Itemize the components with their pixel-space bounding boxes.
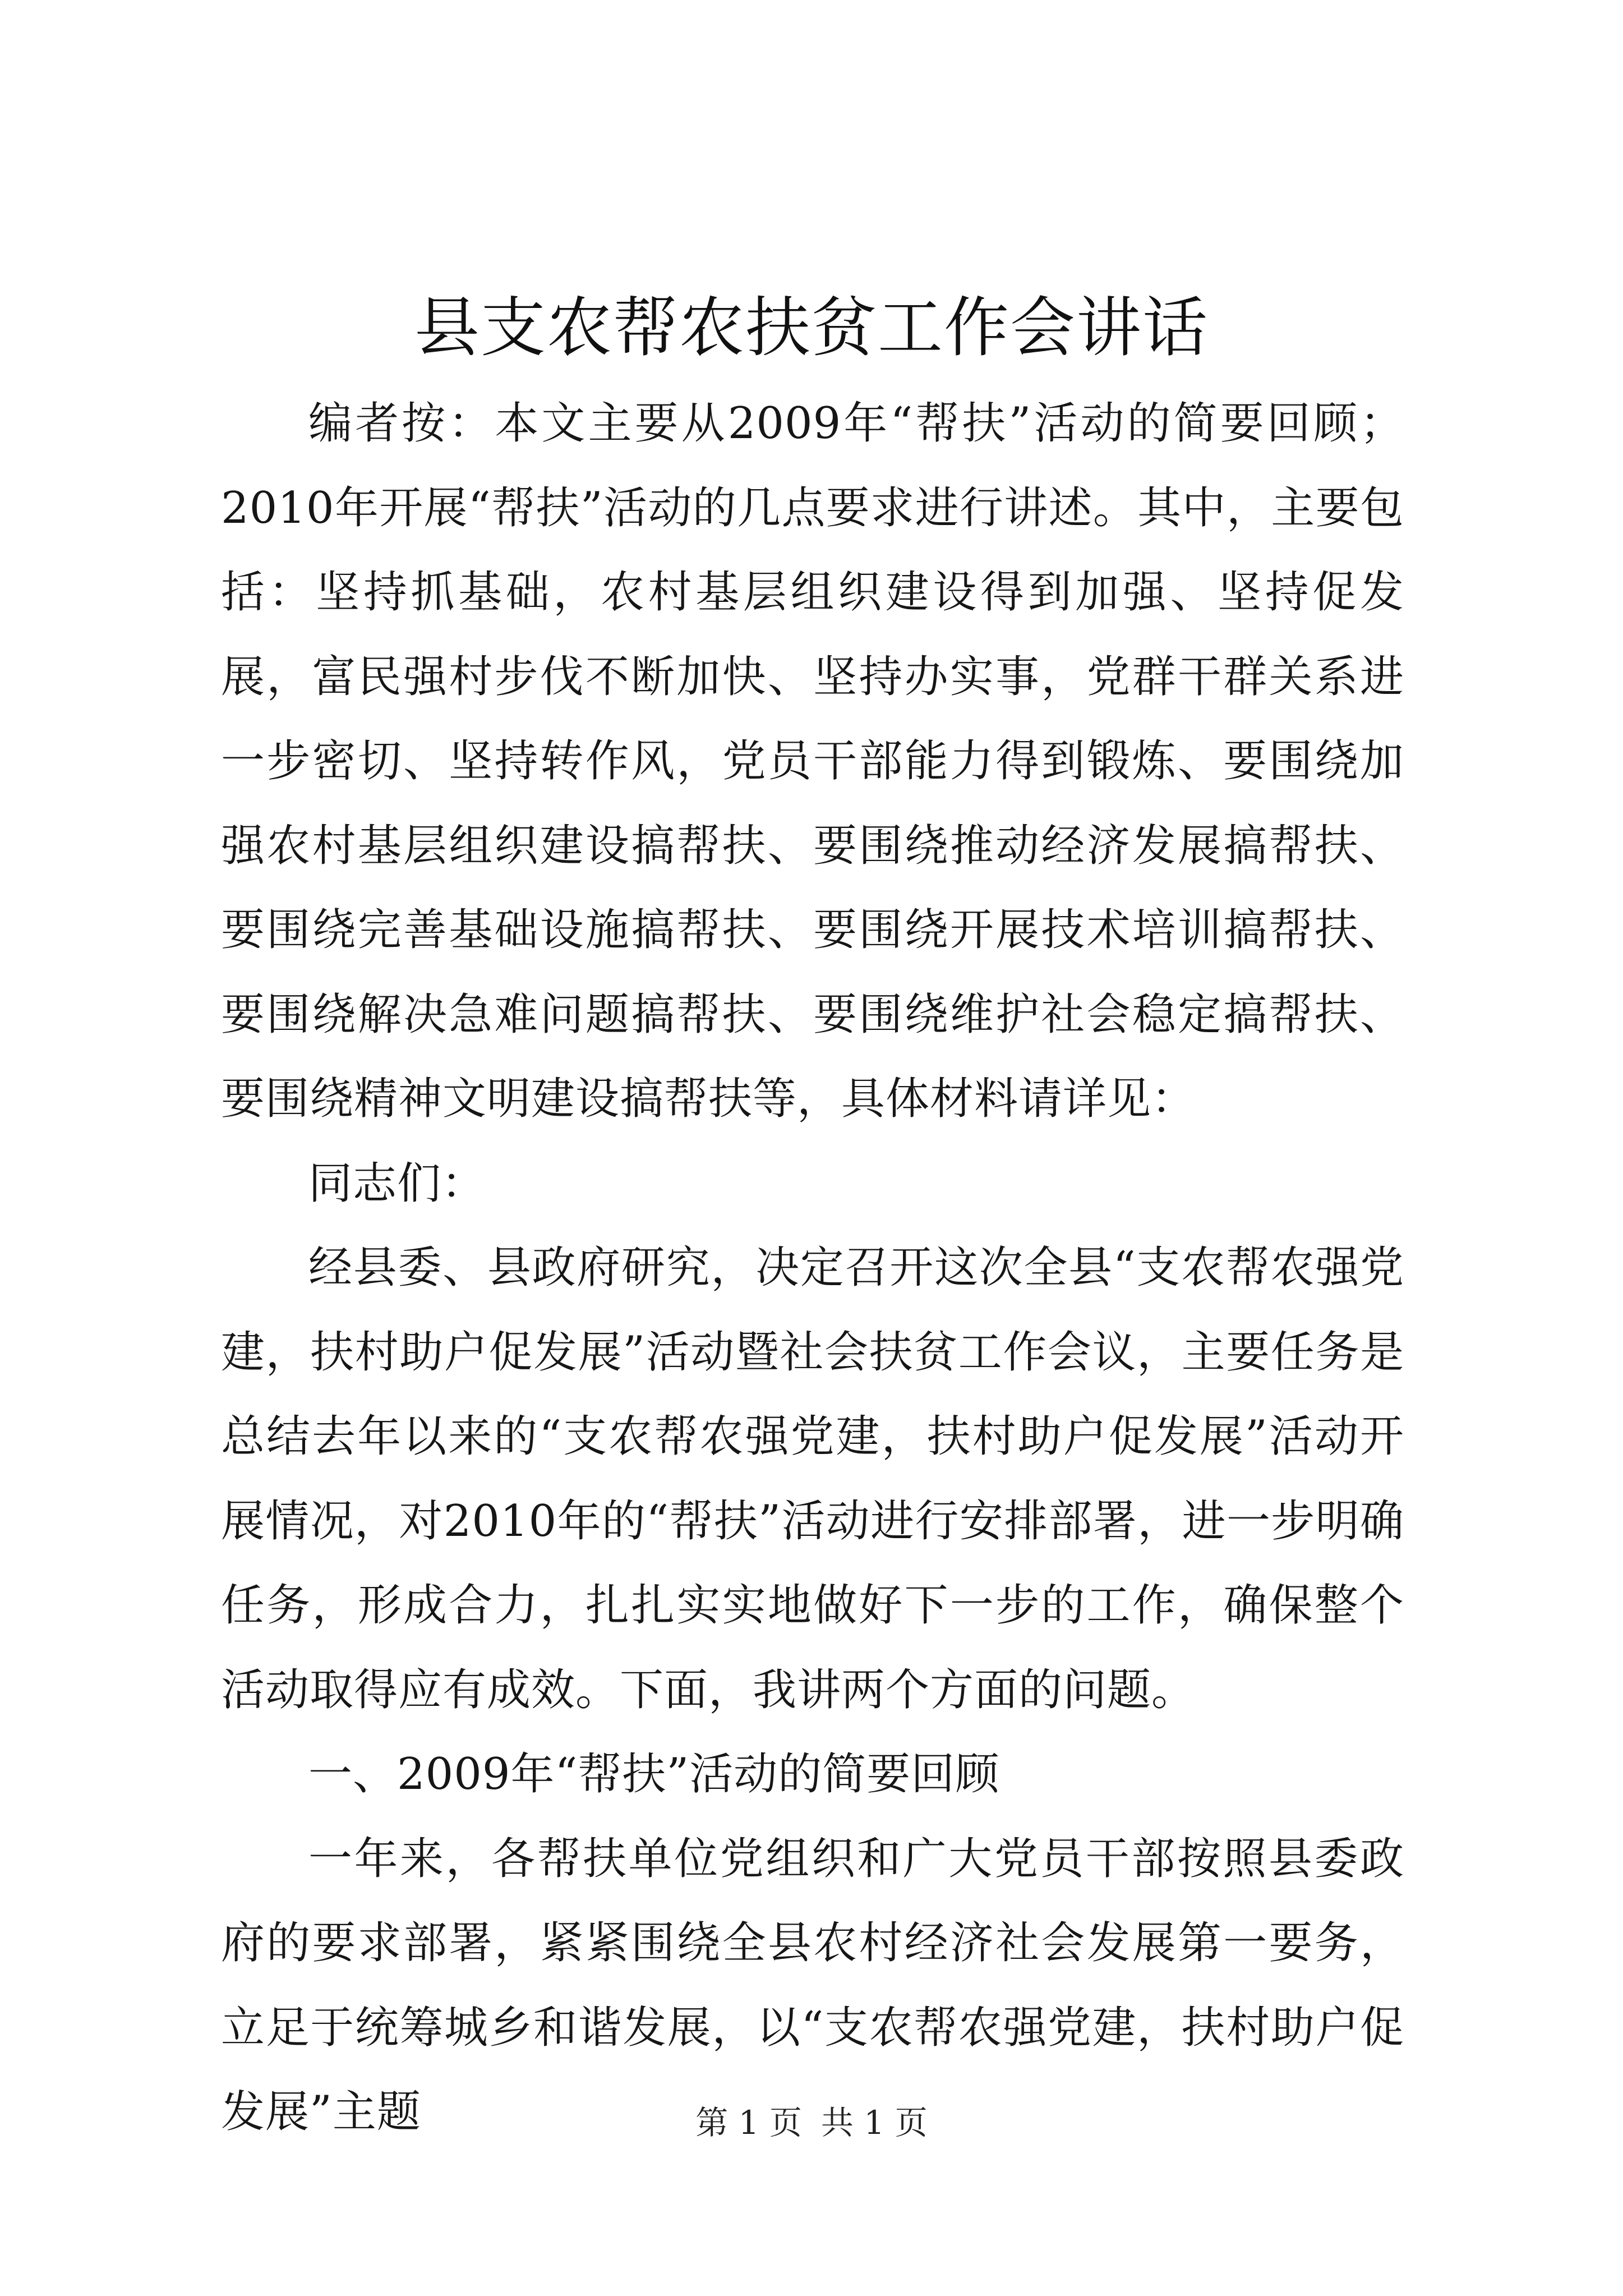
page-footer — [0, 2100, 1623, 2145]
salutation-paragraph: 同志们： — [308, 1158, 486, 1209]
document-title: 县支农帮农扶贫工作会讲话 — [414, 290, 1209, 366]
section-heading: 一、2009年“帮扶”活动的简要回顾 — [308, 1749, 1000, 1800]
page-total: 共 1 页 — [821, 2104, 928, 2142]
review-paragraph: 一年来，各帮扶单位党组织和广大党员干部按照县委政府的要求部署，紧紧围绕全县农村经济社会发展第一要务，立足于统筹城乡和谐发展，以“支农帮农强党建，扶村助户促发展”主题 — [221, 1833, 1404, 2137]
intro-paragraph: 经县委、县政府研究，决定召开这次全县“支农帮农强党建，扶村助户促发展”活动暨社会扶贫工作会议，主要任务是总结去年以来的“支农帮农强党建，扶村助户促发展”活动开展情况，对2010年的“帮扶”活动进行安排部署，进一步明确任务，形成合力，扎扎实实地做好下一步的工作，确保整个活动取得应有成效。下面，我讲两个方面的问题。 — [221, 1243, 1404, 1715]
document-body — [221, 381, 1404, 2155]
editor-note-paragraph: 编者按：本文主要从2009年“帮扶”活动的简要回顾；2010年开展“帮扶”活动的几点要求进行讲述。其中，主要包括：坚持抓基础，农村基层组织建设得到加强、坚持促发展，富民强村步伐不断加快、坚持办实事，党群干群关系进一步密切、坚持转作风，党员干部能力得到锻炼、要围绕加强农村基层组织建设搞帮扶、要围绕推动经济发展搞帮扶、要围绕完善基础设施搞帮扶、要围绕开展技术培训搞帮扶、要围绕解决急难问题搞帮扶、要围绕维护社会稳定搞帮扶、要围绕精神文明建设搞帮扶等，具体材料请详见： — [221, 398, 1404, 1124]
page-number: 第 1 页 — [695, 2104, 802, 2142]
